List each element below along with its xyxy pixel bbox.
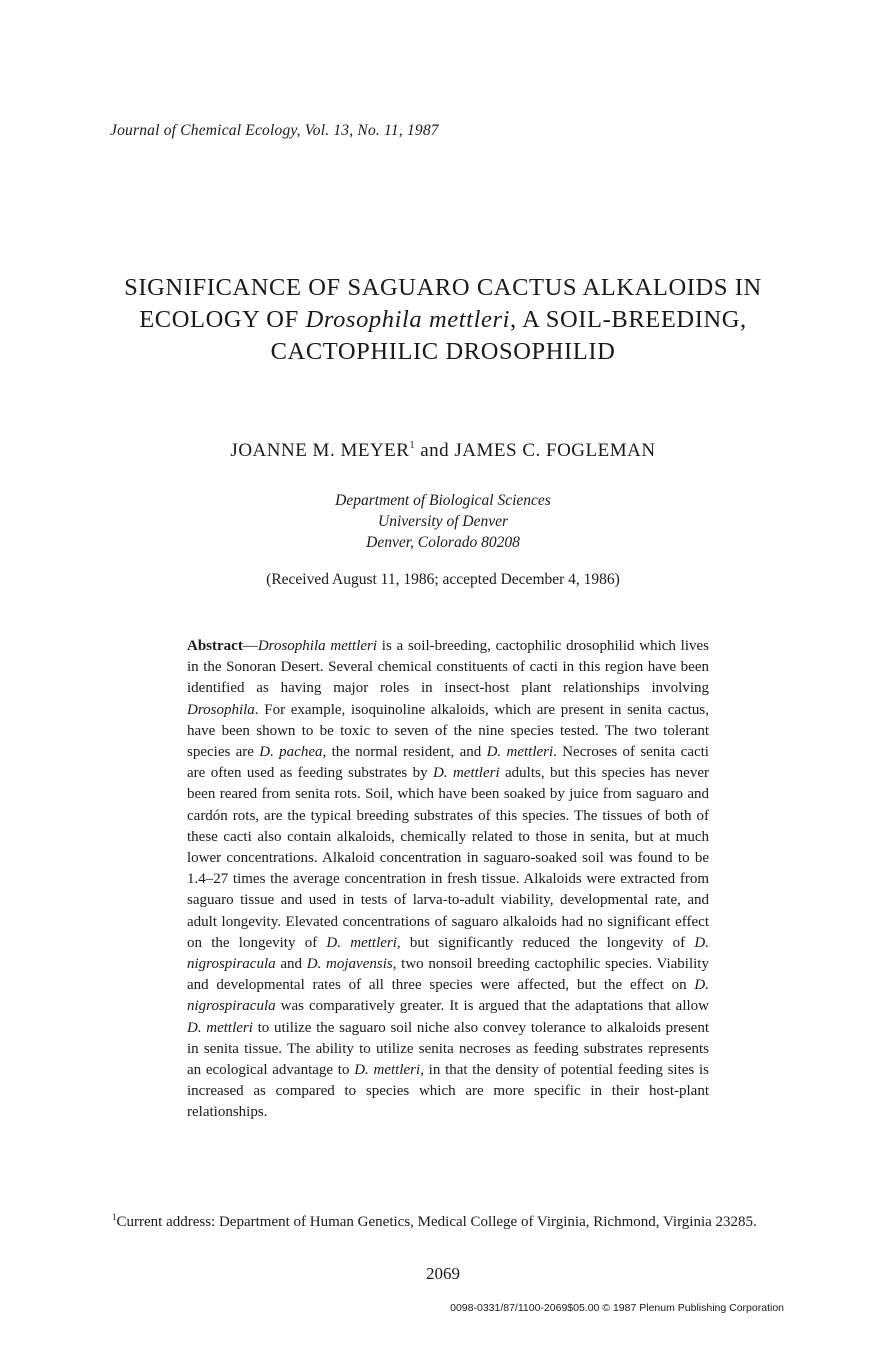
title-line-2 [60, 304, 826, 336]
abstract-species-name: D. mettleri [486, 744, 554, 761]
abstract-paragraph: Abstract—Drosophila mettleri is a soil-breeding, cactophilic drosophilid which lives in the Sonoran Desert. Several chemical constituents of cacti in this region have been identified as having major roles in insect-host plant relationships involving Drosophila. For example, isoquinoline alkaloids, which are present in senita cactus, have been shown to be toxic to seven of the nine species tested. The two tolerant species are D. pachea, the normal resident, and D. mettleri. Necroses of senita cacti are often used as feeding substrates by D. mettleri adults, but this species has never been reared from senita rots. Soil, which have been soaked by juice from saguaro and cardón rots, are the typical breeding substrates of this species. The tissues of both of these cacti also contain alkaloids, chemically related to those in senita, but at much lower concentrations. Alkaloid concentration in saguaro-soaked soil was found to be 1.4–27 times the average concentration in fresh tissue. Alkaloids were extracted from saguaro tissue and used in tests of larva-to-adult viability, developmental rate, and adult longevity. Elevated concentrations of saguaro alkaloids had no significant effect on the longevity of D. mettleri, but significantly reduced the longevity of D. nigrospiracula and D. mojavensis, two nonsoil breeding cactophilic species. Viability and developmental rates of all three species were affected, but the effect on D. nigrospiracula was comparatively greater. It is argued that the adaptations that allow D. mettleri to utilize the saguaro soil niche also convey tolerance to alkaloids present in senita tissue. The ability to utilize senita necroses as feeding substrates represents an ecological advantage to D. mettleri, in that the density of potential feeding sites is increased as compared to species which are more specific in their host-plant relationships. [187, 638, 709, 1121]
title-line-3: CACTOPHILIC DROSOPHILID [270, 338, 616, 365]
footnote [112, 1208, 782, 1232]
journal-volume-issue: Vol. 13, No. 11, 1987 [304, 122, 439, 139]
copyright-line: 0098-0331/87/1100-2069$05.00 © 1987 Plenum Publishing Corporation [450, 1302, 784, 1314]
title-line-1: SIGNIFICANCE OF SAGUARO CACTUS ALKALOIDS IN [124, 274, 762, 301]
abstract-species-name: D. mettleri [354, 1062, 421, 1079]
author-1-footnote-mark: 1 [409, 440, 415, 451]
author-list [0, 440, 886, 462]
abstract-species-name: D. pachea [259, 744, 323, 761]
journal-name: Journal of Chemical Ecology [110, 122, 297, 139]
author-2: JAMES C. FOGLEMAN [454, 440, 656, 461]
title-species: Drosophila mettleri [305, 306, 511, 333]
title-line-2-suffix: , A SOIL-BREEDING, [510, 306, 747, 333]
abstract-text: adults, but this species has never been reared from senita rots. Soil, which have been soaked by juice from saguaro and cardón rots, are the typical breeding substrates of this species. The tissues of both of these cacti also contain alkaloids, chemically related to those in senita, but at much lower concentrations. Alkaloid concentration in saguaro-soaked soil was found to be 1.4–27 times the average concentration in fresh tissue. Alkaloids were extracted from saguaro tissue and used in tests of larva-to-adult viability, developmental rate, and adult longevity. Elevated concentrations of saguaro alkaloids had no significant effect on the longevity of [187, 765, 709, 951]
paper-title [60, 272, 826, 368]
abstract-species-name: Drosophila [187, 701, 255, 718]
abstract-text: to utilize the saguaro soil niche also convey tolerance to alkaloids present in senita tissue. The ability to utilize senita necroses as feeding substrates represents an ecological advantage to [187, 1019, 709, 1079]
abstract-label: Abstract [187, 638, 243, 654]
abstract-species-name: D. mettleri [187, 1019, 253, 1036]
footnote-text: Current address: Department of Human Genetics, Medical College of Virginia, Richmond, Virginia 23285. [116, 1214, 757, 1230]
abstract-body [187, 638, 709, 1120]
abstract-text: was comparatively greater. It is argued that the adaptations that allow [275, 998, 709, 1015]
title-line-2-prefix: ECOLOGY OF [139, 306, 299, 333]
footnote-mark: 1 [112, 1212, 117, 1222]
affiliation [0, 490, 886, 553]
abstract-species-name: D. nigrospiracula [187, 934, 709, 973]
abstract-text: and [275, 956, 307, 973]
abstract-text: . For example, isoquinoline alkaloids, which are present in senita cactus, have been shown to be toxic to seven of the nine species tested. The two tolerant species are [187, 701, 709, 761]
author-conjunction: and [420, 440, 450, 461]
abstract-species-name: D. mojavensis [306, 956, 393, 973]
abstract-species-name: D. nigrospiracula [187, 977, 709, 1015]
abstract-text: . Necroses of senita cacti are often used as feeding substrates by [187, 744, 709, 782]
abstract [187, 636, 709, 1124]
abstract-species-name: Drosophila mettleri [257, 638, 378, 654]
abstract-text: is a soil-breeding, cactophilic drosophilid which lives in the Sonoran Desert. Several chemical constituents of cacti in this region have been identified as having major roles in insect-host plant relationships involving [187, 638, 709, 697]
abstract-species-name: D. mettleri [432, 765, 500, 782]
journal-citation: Journal of Chemical Ecology, Vol. 13, No. 11, 1987 [110, 122, 439, 139]
affiliation-location: Denver, Colorado 80208 [366, 534, 520, 551]
page-number: 2069 [426, 1264, 460, 1283]
affiliation-department: Department of Biological Sciences [335, 492, 551, 509]
abstract-text: , in that the density of potential feeding sites is increased as compared to species which are more specific in their host-plant relationships. [187, 1062, 709, 1121]
abstract-text: , the normal resident, and [322, 744, 487, 761]
author-1: JOANNE M. MEYER [230, 440, 410, 461]
abstract-species-name: D. mettleri [326, 934, 397, 951]
abstract-text: , but significantly reduced the longevity of [396, 934, 695, 951]
abstract-text: , two nonsoil breeding cactophilic species. Viability and developmental rates of all three species were affected, but the effect on [187, 956, 709, 994]
affiliation-university: University of Denver [378, 513, 508, 530]
received-dates: (Received August 11, 1986; accepted December 4, 1986) [266, 571, 620, 588]
